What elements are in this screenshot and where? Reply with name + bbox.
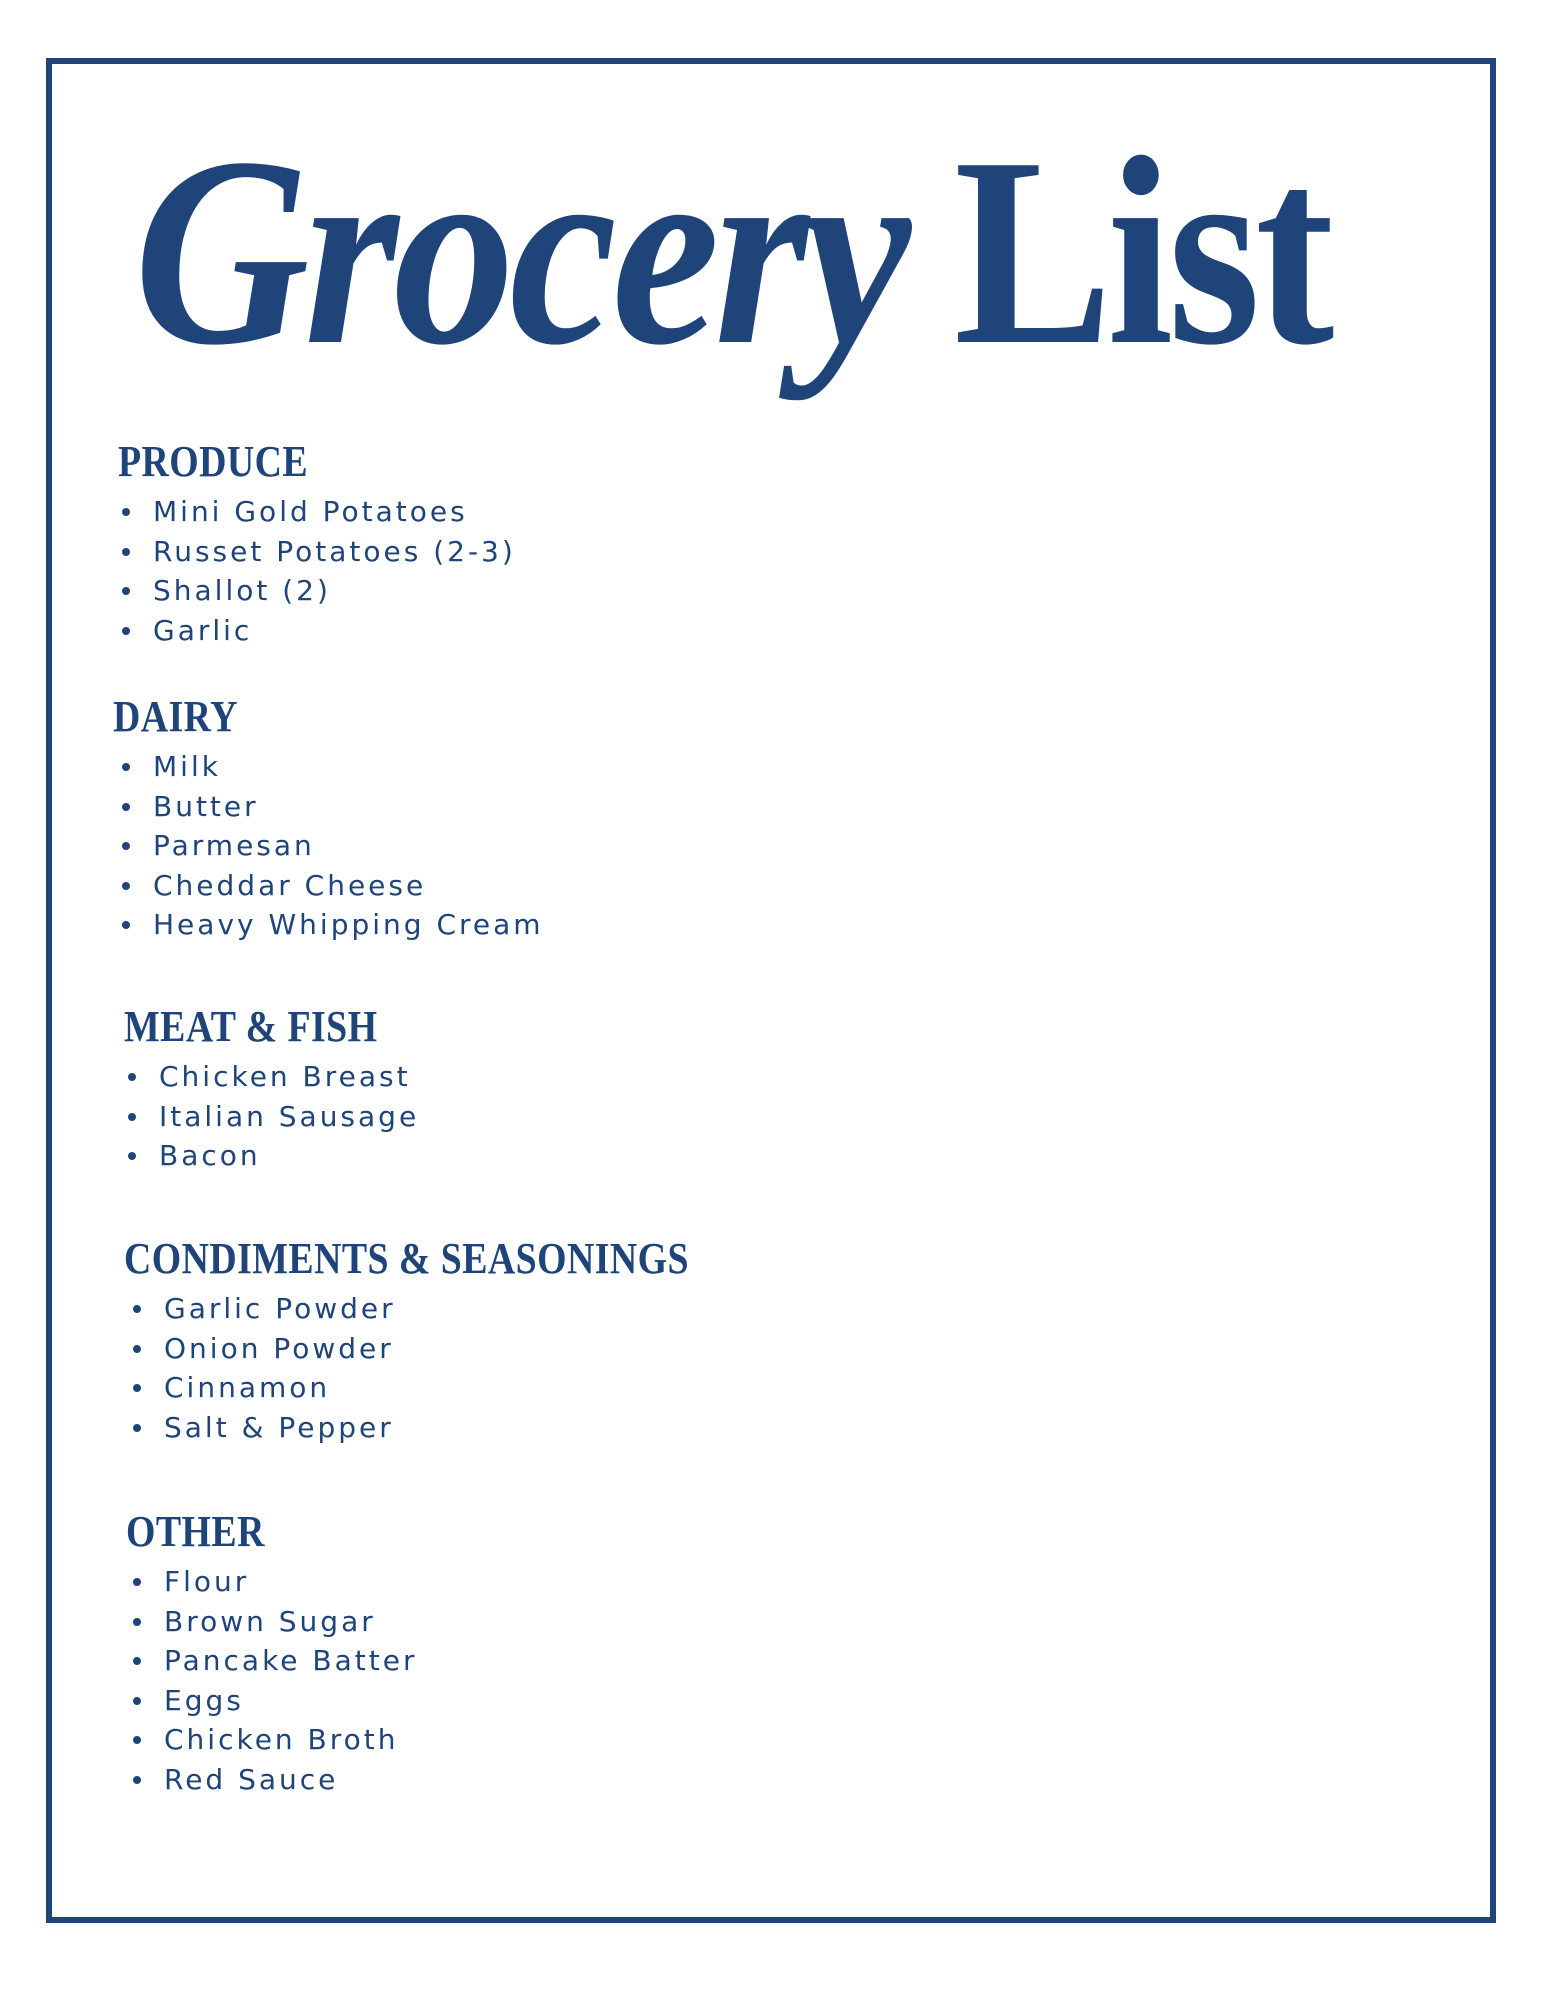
bullet-icon (122, 921, 130, 929)
item-list (129, 1562, 418, 1800)
item-label: Cheddar Cheese (153, 868, 427, 902)
list-item (124, 1136, 419, 1176)
bullet-icon (133, 1384, 141, 1392)
item-label: Mini Gold Potatoes (153, 495, 468, 528)
list-item (118, 866, 544, 906)
list-item (124, 1057, 419, 1097)
item-label: Eggs (164, 1683, 244, 1717)
item-label: Chicken Broth (164, 1723, 399, 1757)
item-label: Salt & Pepper (164, 1410, 394, 1444)
section-heading: CONDIMENTS & SEASONINGS (124, 1234, 689, 1283)
item-label: Garlic Powder (164, 1292, 396, 1325)
list-item (118, 532, 516, 572)
item-label: Onion Powder (164, 1331, 394, 1365)
bullet-icon (133, 1305, 141, 1313)
item-label: Flour (164, 1565, 250, 1598)
item-label: Pancake Batter (164, 1644, 418, 1678)
title-word-list: List (954, 102, 1329, 402)
item-label: Parmesan (153, 829, 315, 863)
item-label: Brown Sugar (164, 1604, 376, 1638)
section-heading: DAIRY (113, 692, 238, 741)
list-item (118, 492, 516, 532)
list-item (129, 1562, 418, 1602)
item-label: Cinnamon (164, 1371, 331, 1405)
section-other (126, 1506, 418, 1800)
bullet-icon (122, 803, 130, 811)
section-heading: MEAT & FISH (124, 1002, 378, 1051)
item-label: Shallot (2) (153, 574, 331, 608)
item-list (118, 492, 516, 650)
bullet-icon (128, 1152, 136, 1160)
bullet-icon (133, 1776, 141, 1784)
list-item (129, 1641, 418, 1681)
item-label: Red Sauce (164, 1762, 339, 1796)
section-dairy (113, 691, 544, 945)
bullet-icon (133, 1578, 141, 1586)
item-label: Russet Potatoes (2-3) (153, 534, 516, 568)
list-item (129, 1408, 781, 1448)
bullet-icon (133, 1424, 141, 1432)
bullet-icon (133, 1618, 141, 1626)
bullet-icon (122, 627, 130, 635)
list-item (118, 611, 516, 651)
list-item (129, 1681, 418, 1721)
bullet-icon (133, 1736, 141, 1744)
list-item (118, 905, 544, 945)
item-label: Chicken Breast (159, 1060, 411, 1093)
bullet-icon (133, 1697, 141, 1705)
bullet-icon (122, 587, 130, 595)
bullet-icon (133, 1657, 141, 1665)
item-list (118, 747, 544, 945)
list-item (129, 1329, 781, 1369)
bullet-icon (122, 763, 130, 771)
section-heading: PRODUCE (118, 437, 309, 486)
bullet-icon (122, 548, 130, 556)
item-label: Butter (153, 789, 259, 823)
list-item (129, 1289, 781, 1329)
section-heading: OTHER (126, 1507, 265, 1556)
list-item (118, 747, 544, 787)
list-item (129, 1760, 418, 1800)
section-meat-fish (124, 1001, 419, 1176)
bullet-icon (133, 1345, 141, 1353)
list-item (118, 826, 544, 866)
page-title (0, 102, 1545, 402)
section-condiments-seasonings (124, 1233, 781, 1447)
list-item (118, 571, 516, 611)
list-item (129, 1720, 418, 1760)
item-list (124, 1057, 419, 1176)
title-word-grocery: Grocery (134, 102, 906, 402)
item-label: Garlic (153, 613, 253, 647)
item-label: Italian Sausage (159, 1099, 420, 1133)
list-item (129, 1368, 781, 1408)
section-produce (118, 436, 516, 650)
item-list (129, 1289, 781, 1447)
list-item (124, 1097, 419, 1137)
bullet-icon (122, 882, 130, 890)
bullet-icon (128, 1113, 136, 1121)
item-label: Bacon (159, 1139, 261, 1173)
bullet-icon (122, 842, 130, 850)
item-label: Milk (153, 750, 221, 783)
list-item (118, 787, 544, 827)
item-label: Heavy Whipping Cream (153, 908, 544, 942)
list-item (129, 1602, 418, 1642)
bullet-icon (128, 1073, 136, 1081)
bullet-icon (122, 508, 130, 516)
